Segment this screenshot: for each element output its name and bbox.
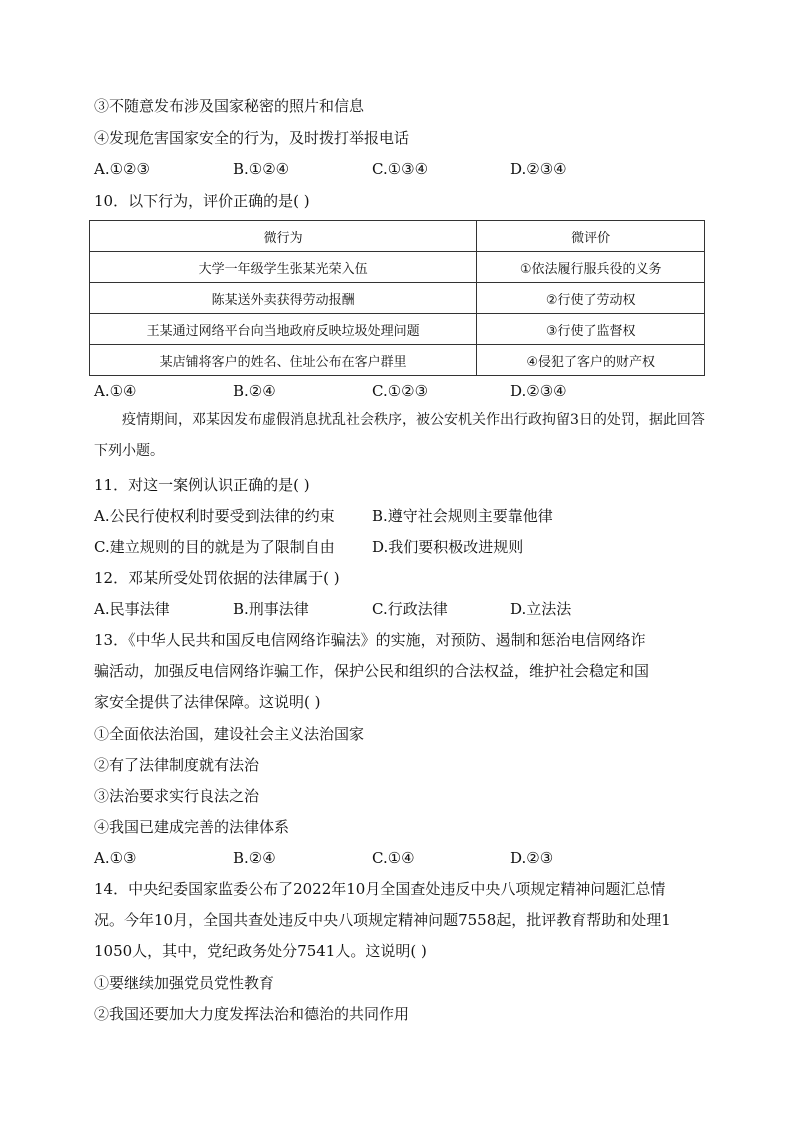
q12-option-b[interactable]: B.刑事法律: [233, 600, 309, 618]
q10-option-b[interactable]: B.②④: [233, 382, 276, 400]
q9-option-a[interactable]: A.①②③: [94, 160, 150, 178]
table-cell: 陈某送外卖获得劳动报酬: [90, 283, 477, 314]
q12-options: [94, 599, 714, 619]
q13-item-4: ④我国已建成完善的法律体系: [94, 818, 290, 836]
q12-option-a[interactable]: A.民事法律: [94, 600, 170, 618]
q10-option-a[interactable]: A.①④: [94, 382, 137, 400]
q11-option-c[interactable]: C.建立规则的目的就是为了限制自由: [94, 538, 335, 556]
table-header-behavior: 微行为: [90, 221, 477, 252]
q13-options: [94, 848, 714, 868]
q11-option-b[interactable]: B.遵守社会规则主要靠他律: [372, 507, 553, 525]
q14-stem-line-3: 1050人，其中，党纪政务处分7541人。这说明( ): [94, 942, 427, 960]
material-paragraph: 疫情期间，邓某因发布虚假消息扰乱社会秩序，被公安机关作出行政拘留3日的处罚，据此回答下列小题。: [94, 412, 705, 459]
q10-stem: 10．以下行为，评价正确的是( ): [94, 192, 310, 210]
table-header-row: [90, 221, 705, 252]
q11-stem: 11．对这一案例认识正确的是( ): [94, 476, 310, 494]
q12-option-d[interactable]: D.立法法: [510, 600, 572, 618]
table-cell: 某店铺将客户的姓名、住址公布在客户群里: [90, 345, 477, 376]
q9-options: [94, 159, 714, 179]
q14-item-2: ②我国还要加大力度发挥法治和德治的共同作用: [94, 1005, 410, 1023]
table-cell: 大学一年级学生张某光荣入伍: [90, 252, 477, 283]
q9-option-b[interactable]: B.①②④: [233, 160, 290, 178]
table-cell: 王某通过网络平台向当地政府反映垃圾处理问题: [90, 314, 477, 345]
q13-option-c[interactable]: C.①④: [372, 849, 415, 867]
q11-option-a[interactable]: A.公民行使权利时要受到法律的约束: [94, 507, 335, 525]
q13-stem-line-3: 家安全提供了法律保障。这说明( ): [94, 693, 321, 711]
table-row: [90, 314, 705, 345]
q11-options-row1: [94, 506, 714, 526]
q12-option-c[interactable]: C.行政法律: [372, 600, 448, 618]
q13-item-3: ③法治要求实行良法之治: [94, 787, 260, 805]
table-row: [90, 345, 705, 376]
q13-item-2: ②有了法律制度就有法治: [94, 756, 260, 774]
q9-item-3: ③不随意发布涉及国家秘密的照片和信息: [94, 97, 365, 115]
q14-stem-line-2: 况。今年10月，全国共查处违反中央八项规定精神问题7558起，批评教育帮助和处理1: [94, 911, 671, 929]
q13-stem-line-1: 13．《中华人民共和国反电信网络诈骗法》的实施，对预防、遏制和惩治电信网络诈: [94, 631, 646, 649]
q11-options-row2: [94, 537, 714, 557]
q12-stem: 12．邓某所受处罚依据的法律属于( ): [94, 569, 340, 587]
q13-option-a[interactable]: A.①③: [94, 849, 137, 867]
table-cell: ③行使了监督权: [477, 314, 705, 345]
q11-option-d[interactable]: D.我们要积极改进规则: [372, 538, 524, 556]
q9-option-c[interactable]: C.①③④: [372, 160, 429, 178]
q14-stem-line-1: 14．中央纪委国家监委公布了2022年10月全国查处违反中央八项规定精神问题汇总情: [94, 880, 666, 898]
q10-option-d[interactable]: D.②③④: [510, 382, 567, 400]
table-header-evaluation: 微评价: [477, 221, 705, 252]
q10-options: [94, 381, 714, 401]
q10-option-c[interactable]: C.①②③: [372, 382, 429, 400]
table-row: [90, 252, 705, 283]
table-cell: ①依法履行服兵役的义务: [477, 252, 705, 283]
table-cell: ④侵犯了客户的财产权: [477, 345, 705, 376]
q13-stem-line-2: 骗活动，加强反电信网络诈骗工作，保护公民和组织的合法权益，维护社会稳定和国: [94, 662, 650, 680]
table-row: [90, 283, 705, 314]
q10-table: [89, 220, 705, 376]
q13-item-1: ①全面依法治国，建设社会主义法治国家: [94, 725, 365, 743]
table-cell: ②行使了劳动权: [477, 283, 705, 314]
q9-option-d[interactable]: D.②③④: [510, 160, 567, 178]
q13-option-b[interactable]: B.②④: [233, 849, 276, 867]
q14-item-1: ①要继续加强党员党性教育: [94, 974, 275, 992]
q9-item-4: ④发现危害国家安全的行为，及时拨打举报电话: [94, 129, 410, 147]
q13-option-d[interactable]: D.②③: [510, 849, 554, 867]
